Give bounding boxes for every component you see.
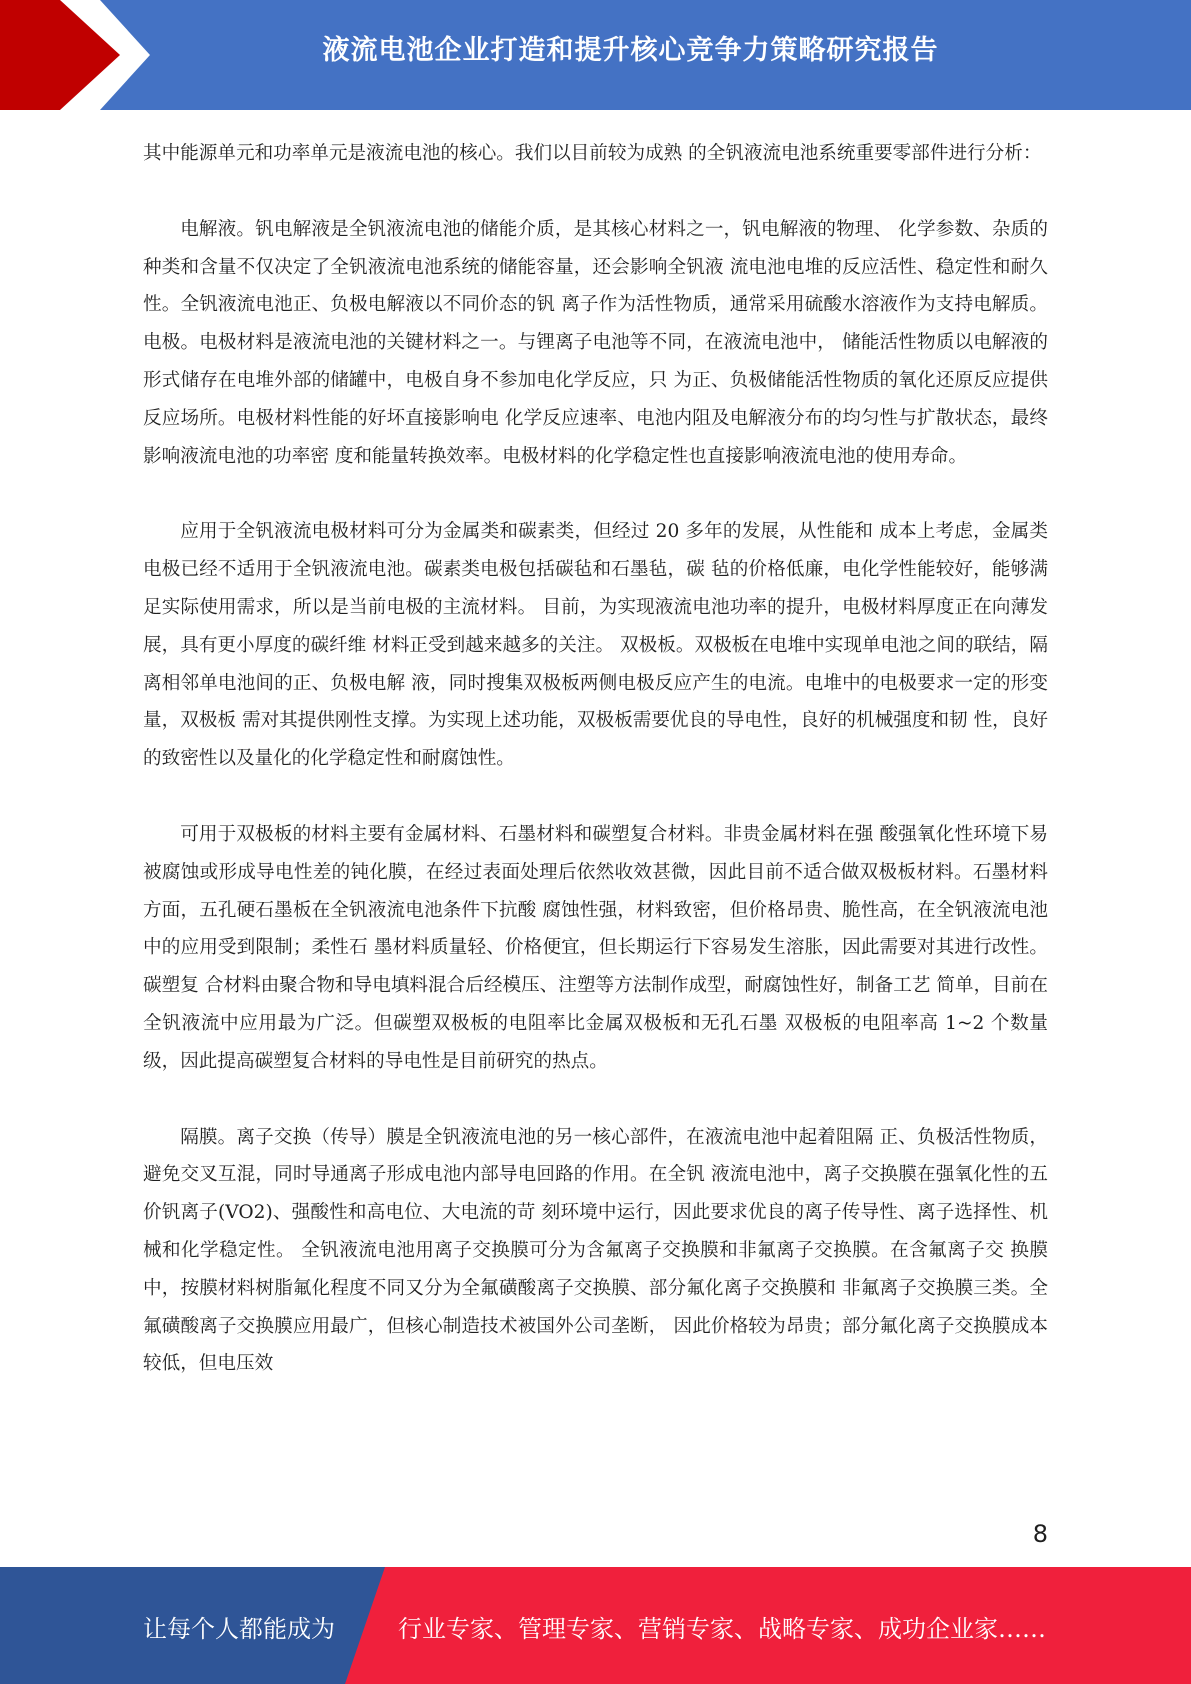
- paragraph-electrode-bipolar-plate: 应用于全钒液流电极材料可分为金属类和碳素类，但经过 20 多年的发展，从性能和 成本上考虑，金属类电极已经不适用于全钒液流电池。碳素类电极包括碳毡和石墨毡，碳 毡的价格低廉，电化学性能较好，能够满足实际使用需求，所以是当前电极的主流材料。 目前，为实现液流电池功率的提升，电极材料厚度正在向薄发展，具有更小厚度的碳纤维 材料正受到越来越多的关注。 双极板。双极板在电堆中实现单电池之间的联结，隔离相邻单电池间的正、负极电解 液，同时搜集双极板两侧电极反应产生的电流。电堆中的电极要求一定的形变量，双极板 需对其提供刚性支撑。为实现上述功能，双极板需要优良的导电性，良好的机械强度和韧 性，良好的致密性以及量化的化学稳定性和耐腐蚀性。: [143, 521, 1048, 770]
- paragraph-intro: 其中能源单元和功率单元是液流电池的核心。我们以目前较为成熟 的全钒液流电池系统重要零部件进行分析：: [143, 143, 1042, 164]
- page-number: 8: [1032, 1520, 1048, 1548]
- page-footer: [0, 1567, 1191, 1684]
- document-body: [143, 135, 1048, 1421]
- page-header: [0, 0, 1191, 110]
- footer-slogan-right: 行业专家、管理专家、营销专家、战略专家、成功企业家……: [398, 1615, 1046, 1643]
- paragraph-electrolyte-electrode: 电解液。钒电解液是全钒液流电池的储能介质，是其核心材料之一，钒电解液的物理、 化学参数、杂质的种类和含量不仅决定了全钒液流电池系统的储能容量，还会影响全钒液 流电池电堆的反应活性、稳定性和耐久性。全钒液流电池正、负极电解液以不同价态的钒 离子作为活性物质，通常采用硫酸水溶液作为支持电解质。 电极。电极材料是液流电池的关键材料之一。与锂离子电池等不同，在液流电池中， 储能活性物质以电解液的形式储存在电堆外部的储罐中，电极自身不参加电化学反应，只 为正、负极储能活性物质的氧化还原反应提供反应场所。电极材料性能的好坏直接影响电 化学反应速率、电池内阻及电解液分布的均匀性与扩散状态，最终影响液流电池的功率密 度和能量转换效率。电极材料的化学稳定性也直接影响液流电池的使用寿命。: [143, 218, 1048, 467]
- footer-slogan-left: 让每个人都能成为: [143, 1615, 335, 1643]
- header-title: 液流电池企业打造和提升核心竞争力策略研究报告: [322, 35, 939, 66]
- paragraph-bipolar-materials: 可用于双极板的材料主要有金属材料、石墨材料和碳塑复合材料。非贵金属材料在强 酸强氧化性环境下易被腐蚀或形成导电性差的钝化膜，在经过表面处理后依然收效甚微，因此目前不适合做双极板材料。石墨材料方面，五孔硬石墨板在全钒液流电池条件下抗酸 腐蚀性强，材料致密，但价格昂贵、脆性高，在全钒液流电池中的应用受到限制；柔性石 墨材料质量轻、价格便宜，但长期运行下容易发生溶胀，因此需要对其进行改性。碳塑复 合材料由聚合物和导电填料混合后经模压、注塑等方法制作成型，耐腐蚀性好，制备工艺 简单，目前在全钒液流中应用最为广泛。但碳塑双极板的电阻率比金属双极板和无孔石墨 双极板的电阻率高 1~2 个数量级，因此提高碳塑复合材料的导电性是目前研究的热点。: [143, 823, 1048, 1072]
- paragraph-membrane: 隔膜。离子交换（传导）膜是全钒液流电池的另一核心部件，在液流电池中起着阻隔 正、负极活性物质，避免交叉互混，同时导通离子形成电池内部导电回路的作用。在全钒 液流电池中，离子交换膜在强氧化性的五价钒离子(VO2)、强酸性和高电位、大电流的苛 刻环境中运行，因此要求优良的离子传导性、离子选择性、机械和化学稳定性。 全钒液流电池用离子交换膜可分为含氟离子交换膜和非氟离子交换膜。在含氟离子交 换膜中，按膜材料树脂氟化程度不同又分为全氟磺酸离子交换膜、部分氟化离子交换膜和 非氟离子交换膜三类。全氟磺酸离子交换膜应用最广，但核心制造技术被国外公司垄断， 因此价格较为昂贵；部分氟化离子交换膜成本较低，但电压效: [143, 1126, 1048, 1375]
